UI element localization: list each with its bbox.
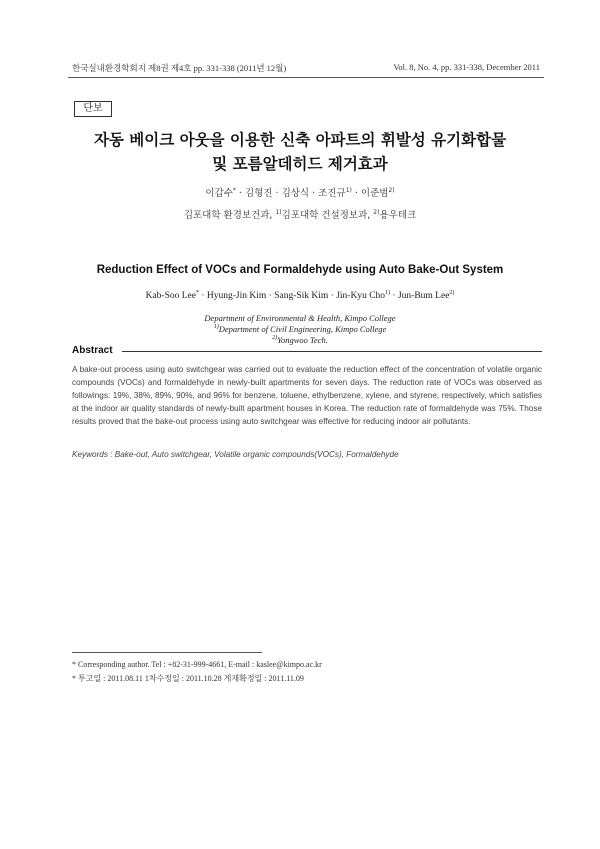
author-name: 조진규 [318,188,346,199]
author-separator: · [272,188,282,199]
author-name: Jun-Bum Lee [397,291,450,301]
author-mark: 2) [449,289,455,296]
affiliation-mark: 1) [213,324,219,331]
korean-title [40,128,560,176]
author-mark: * [232,186,236,194]
author-separator: · [351,188,361,199]
abstract-text: A bake-out process using auto switchgear was carried out to evaluate the reduction effect of the concentration of volatile organic compounds (VOCs) and formaldehyde in newly-built apartments for seven days. The reduction rate of VOCs was observed as followings: 19%, 38%, 89%, 90%, and 96% for benzene, toluene, ethylbenzene, xylene, and styrene, respectively, which satisfies at the indoor air quality standards of newly-built apartment houses in Korea. The reduction rate of formaldehyde was 75%. Those results proved that the bake-out process using auto switchgear was effective for reducing indoor air pollutants. [72,365,542,426]
korean-title-line-2: 및 포름알데히드 제거효과 [212,155,388,173]
author-separator: · [266,291,275,301]
author-mark: 1) [385,289,391,296]
abstract-divider [122,351,542,352]
author-name: Hyung-Jin Kim [206,291,267,301]
author-separator: · [309,188,319,199]
footnote-corresponding-author: * Corresponding author. Tel : +82-31-999-4661, E-mail : kaslee@kimpo.ac.kr [72,660,322,669]
korean-title-line-1: 자동 베이크 아웃을 이용한 신축 아파트의 휘발성 유기화합물 [93,131,507,149]
affiliation-mark: 2) [272,335,278,342]
english-affiliations [40,313,560,346]
author-separator: · [235,188,245,199]
footnote-dates: * 투고일 : 2011.08.11 1차수정일 : 2011.10.28 게재확정일 : 2011.11.09 [72,674,304,683]
affiliation-line: $^{1)}$Department of Civil Engineering, Kimpo College [213,324,387,334]
author-name: 이갑수 [205,188,233,199]
affiliation-mark: 2) [373,208,380,216]
author-name: Sang-Sik Kim [274,291,329,301]
keywords: Keywords : Bake-out, Auto switchgear, Volatile organic compounds(VOCs), Formaldehyde [72,450,399,459]
affiliation: 김포대학 환경보건과, [183,210,276,221]
author-separator: · [390,291,398,301]
affiliation-line: Department of Environmental & Health, Kimpo College [204,313,396,323]
author-name: 김형진 [244,188,273,199]
author-name: Kab-Soo Lee [145,291,196,301]
english-title: Reduction Effect of VOCs and Formaldehyde using Auto Bake-Out System [96,264,504,276]
running-header-left: 한국실내환경학회지 제8권 제4호 pp. 331-338 (2011년 12월) [72,63,287,73]
author-mark: 2) [388,186,395,194]
affiliation: 김포대학 건설정보과, [281,210,374,221]
author-name: 이준범 [360,188,389,199]
author-mark: * [195,289,199,296]
abstract-heading: Abstract [72,345,113,356]
author-separator: · [198,291,207,301]
author-name: 김상식 [281,188,310,199]
article-type-badge: 단보 [74,101,112,117]
footnote-divider [72,652,262,653]
affiliation-line: $^{2)}$Yongwoo Tech. [272,335,328,345]
affiliation: 용우테크 [379,210,417,221]
affiliation-mark: 1) [275,208,282,216]
header-divider [68,77,544,78]
author-separator: · [328,291,337,301]
korean-affiliations [60,207,540,221]
english-author-list [40,291,560,301]
author-name: Jin-Kyu Cho [336,291,386,301]
korean-author-list [60,185,540,199]
author-mark: 1) [345,186,352,194]
running-header-right: Vol. 8, No. 4, pp. 331-338, December 2011 [393,62,540,72]
